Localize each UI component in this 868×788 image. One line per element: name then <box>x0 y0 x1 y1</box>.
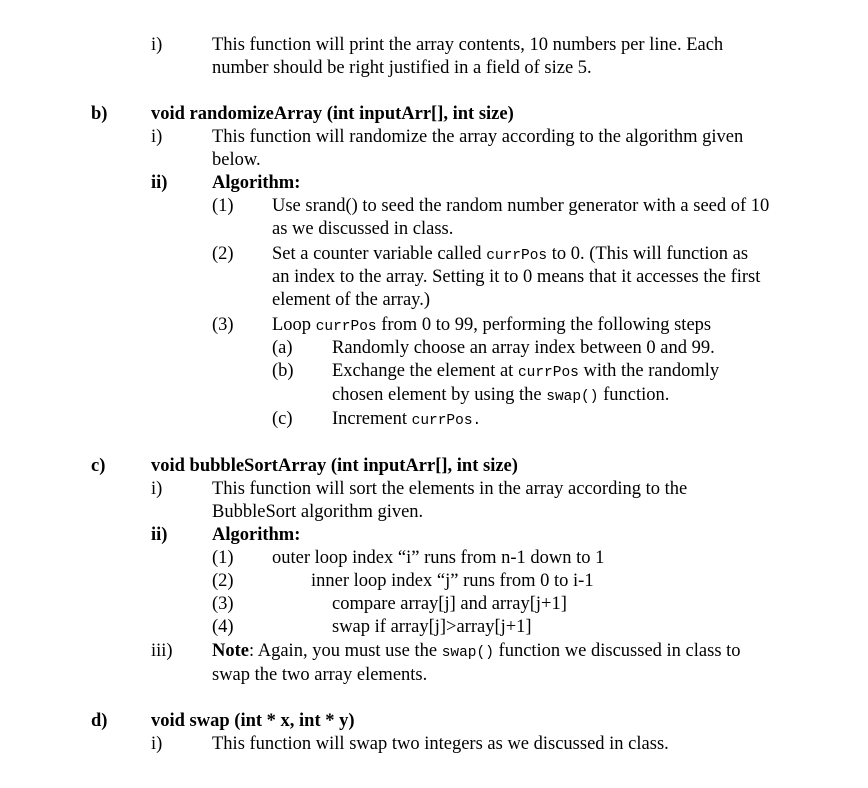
section-c-step-4-text: swap if array[j]>array[j+1] <box>332 617 532 637</box>
section-b-step-3-line-1 <box>272 314 711 339</box>
text-segment: : Again, you must use the <box>248 641 442 661</box>
section-d-item-i-number: i) <box>151 734 163 754</box>
section-c-step-1-number: (1) <box>212 548 234 568</box>
text-segment: Set a counter variable called <box>272 244 487 264</box>
section-a-item-number: i) <box>151 35 163 55</box>
section-c-step-1-text: outer loop index “i” runs from n-1 down to 1 <box>272 548 605 568</box>
text-segment: from 0 to 99, performing the following steps <box>376 315 712 335</box>
section-b-step-3-number: (3) <box>212 315 234 335</box>
section-b-item-i-number: i) <box>151 127 163 147</box>
section-b-step-2-number: (2) <box>212 244 234 264</box>
section-d-item-i-text: This function will swap two integers as we discussed in class. <box>212 734 669 754</box>
code-currpos: currPos <box>486 248 548 264</box>
code-swap: swap() <box>441 645 494 661</box>
section-b-substep-b-line-1 <box>332 360 719 385</box>
section-c-item-ii-number: ii) <box>151 525 168 545</box>
section-c-note-line-2: swap the two array elements. <box>212 665 428 685</box>
section-c-step-2-text: inner loop index “j” runs from 0 to i-1 <box>311 571 594 591</box>
section-c-item-i-line-1: This function will sort the elements in the array according to the <box>212 479 688 499</box>
code-currpos: currPos <box>517 365 579 381</box>
text-segment: to 0. (This will function as <box>547 244 749 264</box>
section-b-step-2-line-2: an index to the array. Setting it to 0 means that it accesses the first <box>272 267 761 287</box>
code-swap: swap() <box>546 389 599 405</box>
code-currpos: currPos. <box>411 413 482 429</box>
section-b-step-2-line-1 <box>272 243 748 268</box>
section-b-substep-c-text <box>332 408 481 433</box>
section-c-step-3-number: (3) <box>212 594 234 614</box>
section-c-algorithm-heading: Algorithm: <box>212 525 301 545</box>
section-b-signature: void randomizeArray (int inputArr[], int size) <box>151 104 514 124</box>
section-b-substep-a-text: Randomly choose an array index between 0 and 99. <box>332 338 715 358</box>
text-segment: function we discussed in class to <box>493 641 741 661</box>
section-c-step-3-text: compare array[j] and array[j+1] <box>332 594 567 614</box>
section-b-substep-b-number: (b) <box>272 361 294 381</box>
section-b-label: b) <box>91 104 108 124</box>
section-b-item-i-line-2: below. <box>212 150 261 170</box>
text-segment: Loop <box>272 315 316 335</box>
section-d-label: d) <box>91 711 108 731</box>
section-b-item-i-line-1: This function will randomize the array according to the algorithm given <box>212 127 744 147</box>
section-b-substep-c-number: (c) <box>272 409 293 429</box>
section-a-line-1: This function will print the array contents, 10 numbers per line. Each <box>212 35 724 55</box>
section-b-substep-a-number: (a) <box>272 338 293 358</box>
section-c-item-i-line-2: BubbleSort algorithm given. <box>212 502 424 522</box>
note-label: Note <box>212 641 249 661</box>
text-segment: chosen element by using the <box>332 385 547 405</box>
section-b-substep-b-line-2 <box>332 384 669 409</box>
section-b-step-1-number: (1) <box>212 196 234 216</box>
section-c-item-iii-number: iii) <box>151 641 173 661</box>
section-b-step-1-line-1: Use srand() to seed the random number generator with a seed of 10 <box>272 196 770 216</box>
section-c-label: c) <box>91 456 106 476</box>
text-segment: function. <box>598 385 670 405</box>
section-a-line-2: number should be right justified in a field of size 5. <box>212 58 592 78</box>
section-c-item-i-number: i) <box>151 479 163 499</box>
section-c-step-2-number: (2) <box>212 571 234 591</box>
section-b-step-1-line-2: as we discussed in class. <box>272 219 454 239</box>
code-currpos: currPos <box>315 319 377 335</box>
text-segment: Exchange the element at <box>332 361 518 381</box>
text-segment: with the randomly <box>578 361 720 381</box>
section-b-algorithm-heading: Algorithm: <box>212 173 301 193</box>
text-segment: Increment <box>332 409 412 429</box>
section-d-signature: void swap (int * x, int * y) <box>151 711 355 731</box>
section-b-item-ii-number: ii) <box>151 173 168 193</box>
section-c-step-4-number: (4) <box>212 617 234 637</box>
section-c-signature: void bubbleSortArray (int inputArr[], int size) <box>151 456 518 476</box>
section-b-step-2-line-3: element of the array.) <box>272 290 431 310</box>
section-c-note-line-1 <box>212 640 741 665</box>
